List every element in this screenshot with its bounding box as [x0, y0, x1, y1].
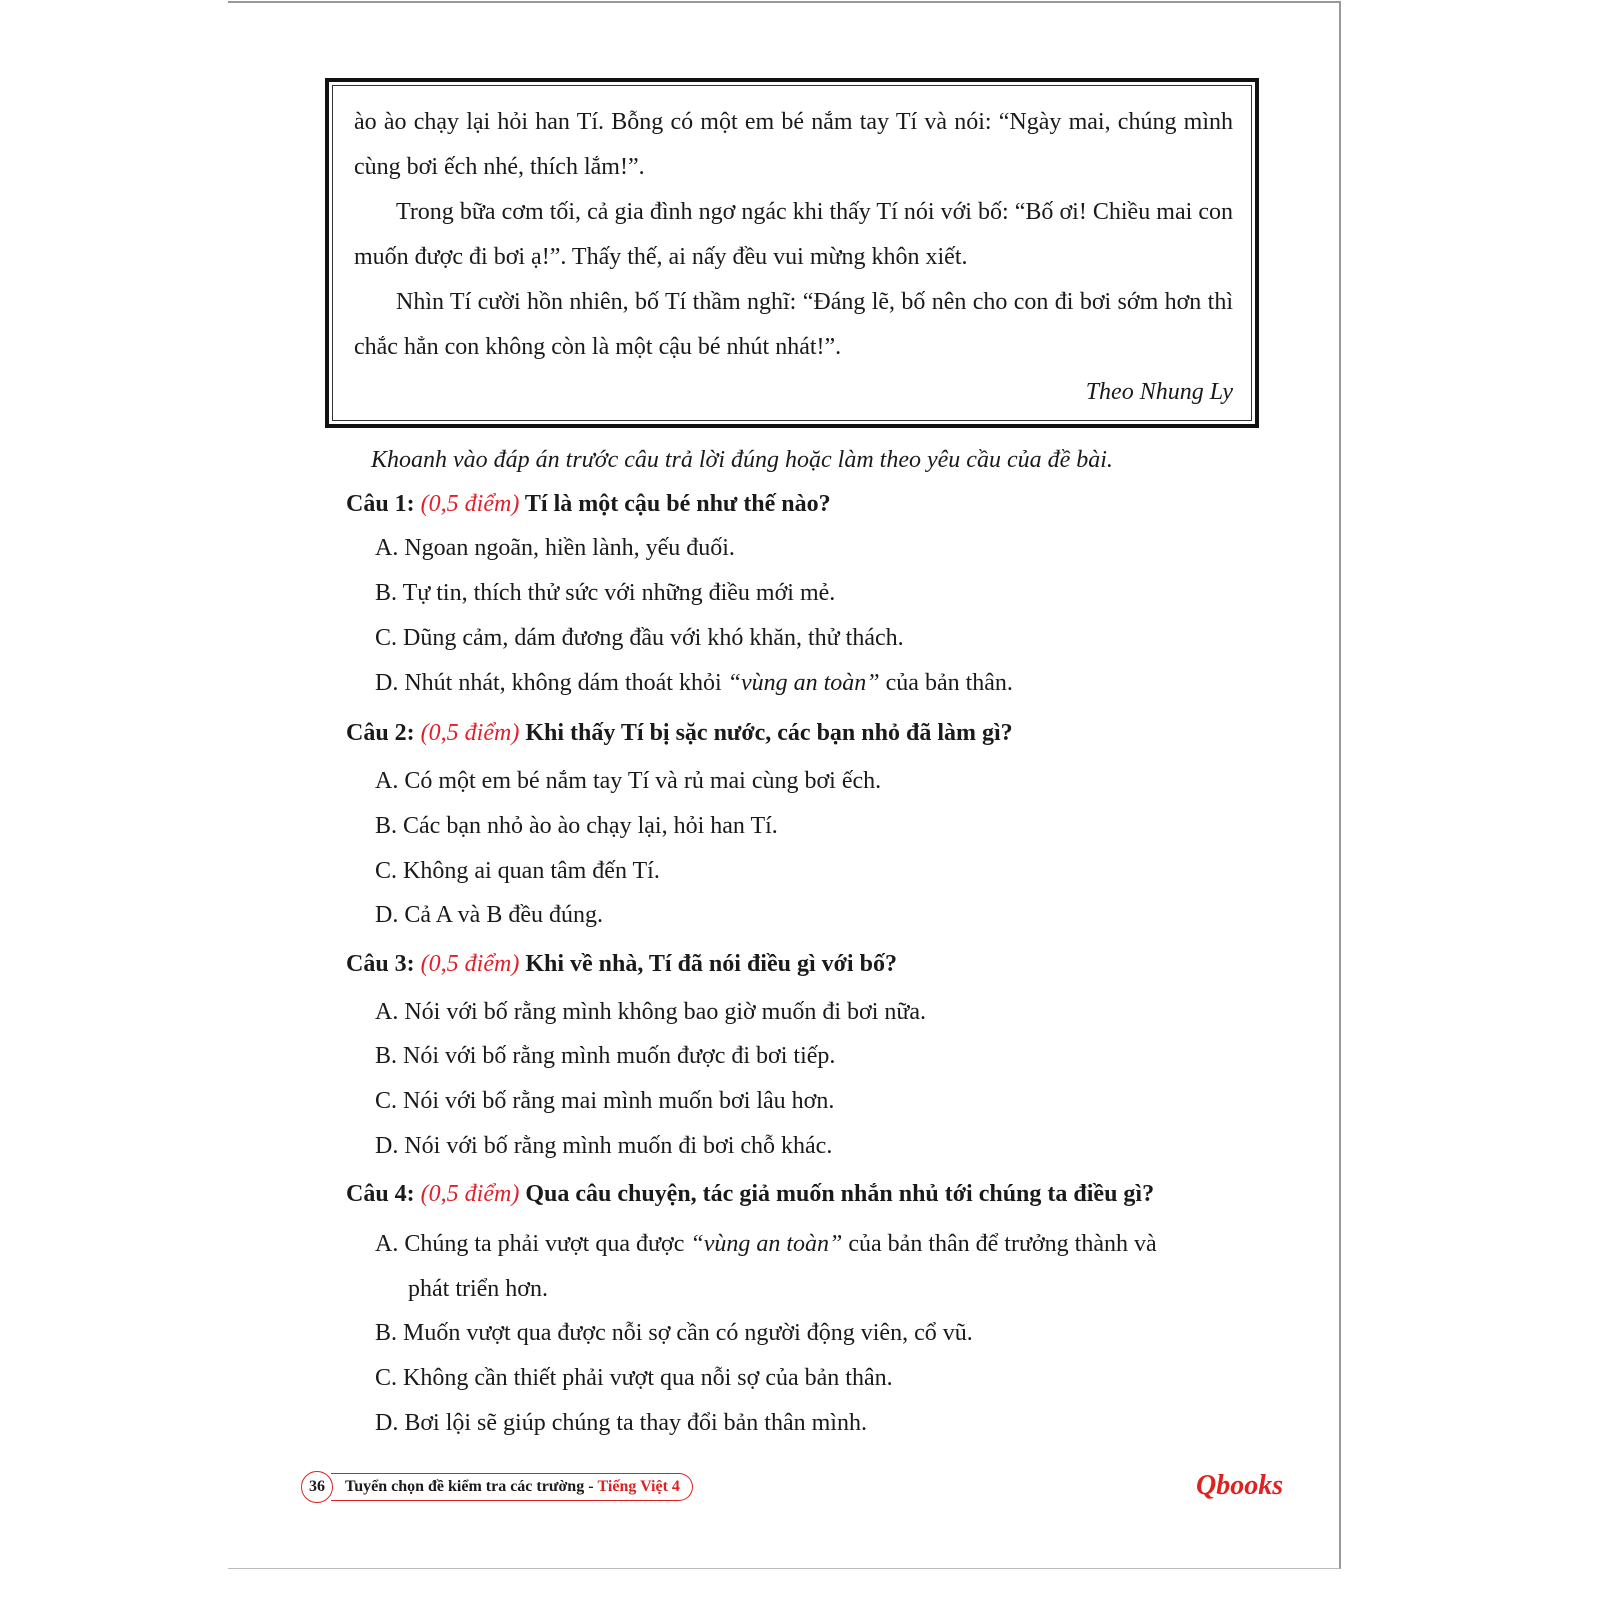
option[interactable]: D. Cả A và B đều đúng.	[375, 902, 603, 928]
book-title: Tuyển chọn đề kiểm tra các trường - Tiếng Việt 4	[331, 1473, 693, 1501]
option[interactable]: C. Không cần thiết phải vượt qua nỗi sợ của bản thân.	[375, 1365, 893, 1391]
question-3: Câu 3: (0,5 điểm) Khi về nhà, Tí đã nói điều gì với bố?	[346, 951, 897, 977]
option[interactable]: A. Chúng ta phải vượt qua được “vùng an toàn” của bản thân để trưởng thành và	[375, 1231, 1157, 1257]
instruction: Khoanh vào đáp án trước câu trả lời đúng hoặc làm theo yêu cầu của đề bài.	[371, 447, 1113, 473]
reading-passage-box	[325, 78, 1259, 428]
passage-paragraph: Nhìn Tí cười hồn nhiên, bố Tí thầm nghĩ: “Đáng lẽ, bố nên cho con đi bơi sớm hơn thì chắc hẳn con không còn là một cậu bé nhút nhát!”.	[354, 289, 1233, 360]
option[interactable]: D. Bơi lội sẽ giúp chúng ta thay đổi bản thân mình.	[375, 1410, 867, 1436]
passage-paragraph: Trong bữa cơm tối, cả gia đình ngơ ngác khi thấy Tí nói với bố: “Bố ơi! Chiều mai con muốn được đi bơi ạ!”. Thấy thế, ai nấy đều vui mừng khôn xiết.	[354, 199, 1233, 270]
option[interactable]: C. Dũng cảm, dám đương đầu với khó khăn, thử thách.	[375, 625, 904, 651]
option[interactable]: A. Ngoan ngoãn, hiền lành, yếu đuối.	[375, 535, 735, 561]
question-4: Câu 4: (0,5 điểm) Qua câu chuyện, tác giả muốn nhắn nhủ tới chúng ta điều gì?	[346, 1181, 1155, 1207]
option[interactable]: A. Có một em bé nắm tay Tí và rủ mai cùng bơi ếch.	[375, 768, 882, 794]
option[interactable]: A. Nói với bố rằng mình không bao giờ muốn đi bơi nữa.	[375, 999, 927, 1025]
question-2: Câu 2: (0,5 điểm) Khi thấy Tí bị sặc nước, các bạn nhỏ đã làm gì?	[346, 720, 1013, 746]
option[interactable]: B. Các bạn nhỏ ào ào chạy lại, hỏi han Tí.	[375, 813, 778, 839]
question-1: Câu 1: (0,5 điểm) Tí là một cậu bé như thế nào?	[346, 491, 831, 517]
option[interactable]: C. Không ai quan tâm đến Tí.	[375, 858, 660, 884]
option[interactable]: D. Nhút nhát, không dám thoát khỏi “vùng an toàn” của bản thân.	[375, 670, 1013, 696]
passage-source: Theo Nhung Ly	[1085, 379, 1233, 405]
footer	[301, 1472, 693, 1502]
option-continuation: phát triển hơn.	[408, 1276, 548, 1302]
option[interactable]: B. Nói với bố rằng mình muốn được đi bơi tiếp.	[375, 1043, 836, 1069]
option[interactable]: C. Nói với bố rằng mai mình muốn bơi lâu hơn.	[375, 1088, 835, 1114]
passage-paragraph: ào ào chạy lại hỏi han Tí. Bỗng có một em bé nắm tay Tí và nói: “Ngày mai, chúng mình cùng bơi ếch nhé, thích lắm!”.	[354, 109, 1233, 180]
option[interactable]: B. Muốn vượt qua được nỗi sợ cần có người động viên, cổ vũ.	[375, 1320, 973, 1346]
page-number: 36	[301, 1471, 333, 1503]
publisher-logo: Qbooks	[1196, 1470, 1284, 1501]
option[interactable]: D. Nói với bố rằng mình muốn đi bơi chỗ khác.	[375, 1133, 833, 1159]
option[interactable]: B. Tự tin, thích thử sức với những điều mới mẻ.	[375, 580, 836, 606]
